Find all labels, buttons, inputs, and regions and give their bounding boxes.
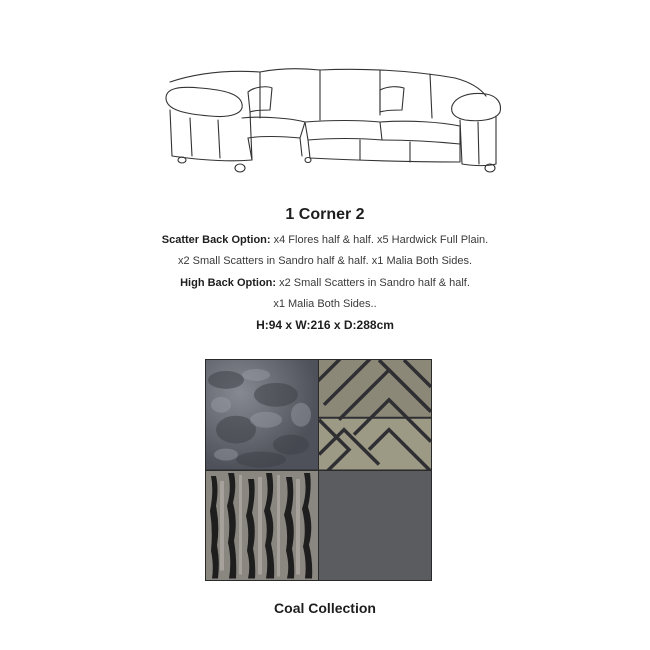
corner-sofa-illustration [160, 60, 505, 185]
collection-name: Coal Collection [274, 600, 376, 616]
high-back-option-label: High Back Option: [180, 277, 277, 289]
product-title: 1 Corner 2 [285, 206, 365, 223]
high-back-option-text-2: x1 Malia Both Sides.. [273, 298, 377, 310]
plain-swatch [319, 471, 431, 581]
geometric-swatch [319, 360, 431, 470]
scatter-back-option-text-1: x4 Flores half & half. x5 Hardwick Full Plain. [270, 234, 489, 246]
scatter-back-option-line-1 [0, 234, 650, 246]
scatter-back-option-label: Scatter Back Option: [161, 234, 271, 246]
high-back-option-text-1: x2 Small Scatters in Sandro half & half. [276, 277, 470, 289]
dimensions-text: H:94 x W:216 x D:288cm [256, 318, 394, 332]
crushed-velvet-swatch [206, 360, 318, 470]
animal-print-swatch [206, 471, 318, 581]
high-back-option-line-1 [0, 277, 650, 289]
scatter-back-option-text-2: x2 Small Scatters in Sandro half & half. x1 Malia Both Sides. [177, 255, 473, 267]
fabric-swatch-grid [205, 359, 432, 581]
